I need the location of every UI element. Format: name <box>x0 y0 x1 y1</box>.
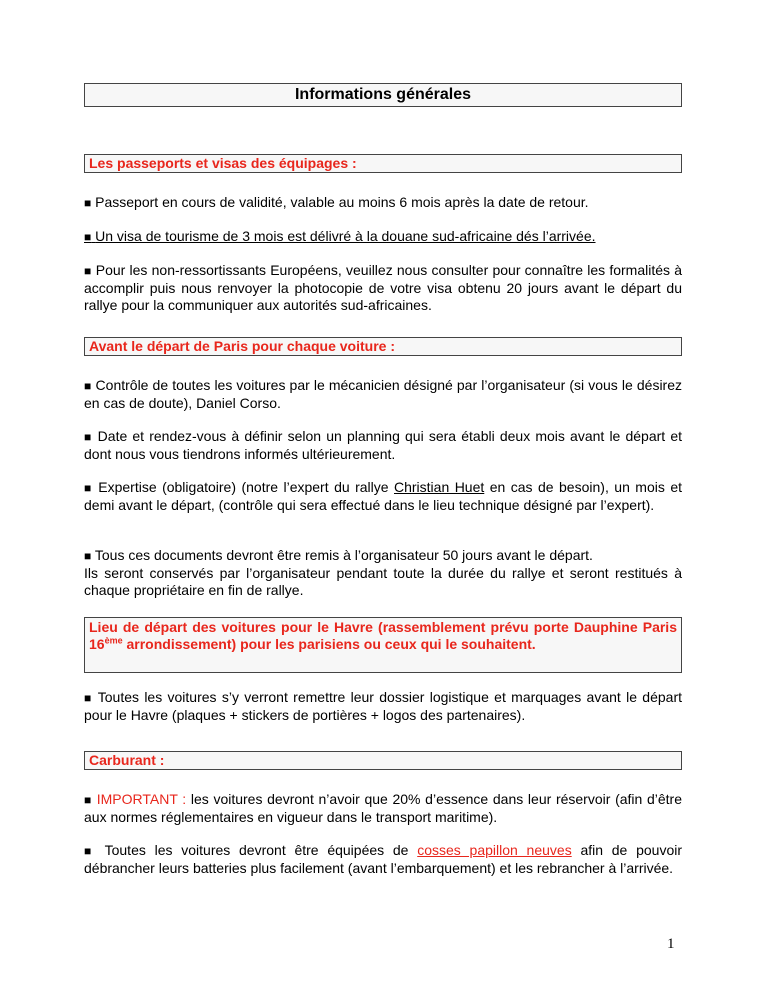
bullet-icon: ■ <box>84 481 93 495</box>
paragraph-text: Tous ces documents devront être remis à l’organisateur 50 jours avant le départ. <box>94 547 593 563</box>
paragraph-mechanic-check <box>84 377 682 412</box>
paragraph-text: Toutes les voitures devront être équipées de <box>104 842 418 858</box>
paragraph-fuel-level <box>84 791 682 826</box>
paragraph-passport <box>84 194 682 212</box>
paragraph-text: Un visa de tourisme de 3 mois est délivré à la douane sud-africaine dés l’arrivée. <box>95 228 596 244</box>
paragraph-text: les voitures devront n’avoir que 20% d’essence dans leur réservoir (afin d’être aux normes réglementaires en vigueur dans le transport maritime). <box>84 791 683 825</box>
section-heading-passports: Les passeports et visas des équipages : <box>84 154 682 173</box>
bullet-icon: ■ <box>84 430 93 444</box>
heading-superscript: ème <box>104 635 123 646</box>
paragraph-visa <box>84 228 682 246</box>
page-number: 1 <box>667 936 675 952</box>
paragraph-text: Contrôle de toutes les voitures par le mécanicien désigné par l’organisateur (si vous le désirez en cas de doute), Daniel Corso. <box>84 377 683 411</box>
paragraph-line <box>84 547 682 565</box>
important-label: IMPORTANT : <box>96 791 187 807</box>
bullet-icon: ■ <box>84 264 92 278</box>
paragraph-schedule <box>84 428 682 463</box>
paragraph-text: Pour les non-ressortissants Européens, veuillez nous consulter pour connaître les formalités à accomplir puis nous renvoyer la photocopie de votre visa obtenu 20 jours avant le départ du rallye pour la communiquer aux autorités sud-africaines. <box>84 262 683 313</box>
paragraph-text: en cas de besoin), un mois et demi avant le départ, (contrôle qui sera effectué dans le lieu technique désigné par l’expert). <box>84 479 682 513</box>
heading-text: Lieu de départ des voitures pour le Havre (rassemblement prévu porte Dauphine Paris 16 <box>89 619 677 652</box>
bullet-icon: ■ <box>84 230 92 244</box>
bullet-icon: ■ <box>84 549 92 563</box>
paragraph-non-europeans <box>84 262 682 314</box>
paragraph-logistics <box>84 689 682 724</box>
section-heading-departure-location <box>84 617 682 673</box>
paragraph-battery-terminals <box>84 842 682 877</box>
expert-name-link[interactable]: Christian Huet <box>394 479 485 495</box>
paragraph-text: Passeport en cours de validité, valable au moins 6 mois après la date de retour. <box>95 194 589 210</box>
paragraph-expertise <box>84 479 682 514</box>
section-heading-fuel: Carburant : <box>84 751 682 770</box>
bullet-icon: ■ <box>84 844 97 858</box>
paragraph-documents <box>84 547 682 599</box>
bullet-icon: ■ <box>84 379 92 393</box>
paragraph-text: afin de pouvoir débrancher leurs batteries plus facilement (avant l’embarquement) et les rebrancher à l’arrivée. <box>84 842 683 876</box>
section-heading-before-departure: Avant le départ de Paris pour chaque voiture : <box>84 337 682 356</box>
bullet-icon: ■ <box>84 793 93 807</box>
paragraph-text: Expertise (obligatoire) (notre l’expert du rallye <box>98 479 394 495</box>
page-title: Informations générales <box>84 83 682 107</box>
paragraph-line: Ils seront conservés par l’organisateur pendant toute la durée du rallye et seront restitués à chaque propriétaire en fin de rallye. <box>84 565 682 598</box>
battery-terminals-highlight: cosses papillon neuves <box>417 842 572 858</box>
bullet-icon: ■ <box>84 691 93 705</box>
paragraph-text: Toutes les voitures s’y verront remettre leur dossier logistique et marquages avant le départ pour le Havre (plaques + stickers de portières + logos des partenaires). <box>84 689 682 723</box>
heading-text: arrondissement) pour les parisiens ou ceux qui le souhaitent. <box>122 636 536 652</box>
bullet-icon: ■ <box>84 196 92 210</box>
paragraph-text: Date et rendez-vous à définir selon un planning qui sera établi deux mois avant le départ et dont nous vous tiendrons informés ultérieurement. <box>84 428 683 462</box>
